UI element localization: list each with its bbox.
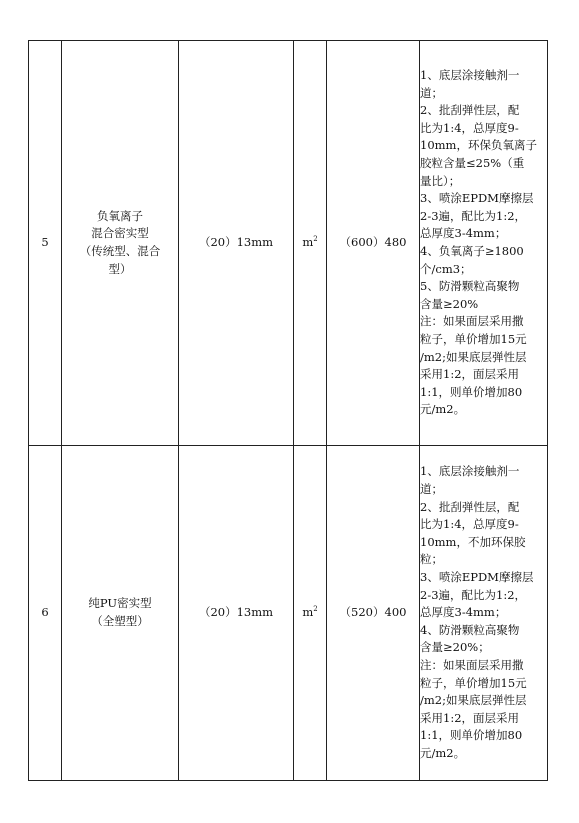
description-line: 1:1，则单价增加80 [420,384,523,399]
description-line: 2-3遍，配比为1:2， [420,587,527,602]
description-line: 4、防滑颗粒高聚物 [420,622,520,637]
thickness-cell: （20）13mm [179,446,294,781]
description-line: 采用1:2，面层采用 [420,710,520,725]
description-line: 道； [420,85,443,100]
unit-cell [294,41,327,446]
description-line: 含量≥20% [420,296,479,311]
description-line: 粒子，单价增加15元 [420,675,527,690]
description-line: 3、喷涂EPDM摩擦层 [420,570,534,585]
row-number-cell: 6 [29,446,62,781]
description-line: 总厚度3-4mm； [420,605,507,620]
description-line: 10mm，不加环保胶 [420,534,526,549]
description-line: 注：如果面层采用撒 [420,314,524,329]
product-name-line: （传统型、混合 [79,244,161,258]
table-row [29,446,548,781]
description-line: 2、批刮弹性层，配 [420,103,520,118]
description-line: 粒子，单价增加15元 [420,331,527,346]
table-row [29,41,548,446]
description-cell [420,41,548,446]
unit-base: m [302,605,314,620]
price-cell: （600）480 [327,41,420,446]
description-line: 比为1:4，总厚度9- [420,120,519,135]
description-line: 2、批刮弹性层，配 [420,499,520,514]
unit-superscript: 2 [313,605,318,614]
description-line: 道； [420,482,443,497]
description-line: 比为1:4，总厚度9- [420,517,519,532]
description-line: 元/m2。 [420,402,466,417]
description-line: 10mm，环保负氧离子 [420,138,537,153]
description-line: 注：如果面层采用撒 [420,657,524,672]
description-line: 元/m2。 [420,745,466,760]
product-name-cell [62,41,179,446]
description-line: 量比）； [420,173,461,188]
description-line: 1、底层涂接触剂一 [420,68,520,83]
description-line: 1:1，则单价增加80 [420,728,523,743]
description-line: 个/cm3； [420,261,472,276]
description-line: 3、喷涂EPDM摩擦层 [420,191,534,206]
unit-superscript: 2 [313,235,318,244]
spec-table [28,40,548,781]
unit-base: m [302,235,314,250]
product-name-line: 纯PU密实型 [88,596,152,611]
description-line: 1、底层涂接触剂一 [420,464,520,479]
description-line: /m2;如果底层弹性层 [420,349,527,364]
thickness-cell: （20）13mm [179,41,294,446]
price-cell: （520）400 [327,446,420,781]
description-line: 胶粒含量≤25%（重 [420,156,525,171]
description-line: 采用1:2，面层采用 [420,367,520,382]
product-name-line: 混合密实型 [91,226,149,241]
description-line: 2-3遍，配比为1:2， [420,208,527,223]
description-line: 粒； [420,552,443,567]
product-name-line: 型） [108,261,132,276]
product-name-line: 负氧离子 [97,208,143,223]
row-number-cell: 5 [29,41,62,446]
description-line: 5、防滑颗粒高聚物 [420,279,520,294]
description-line: /m2;如果底层弹性层 [420,693,527,708]
description-line: 含量≥20%； [420,640,490,655]
unit-cell [294,446,327,781]
description-line: 4、负氧离子≥1800 [420,244,524,258]
description-cell [420,446,548,781]
product-name-line: （全塑型） [91,614,149,628]
description-line: 总厚度3-4mm； [420,226,507,241]
product-name-cell [62,446,179,781]
